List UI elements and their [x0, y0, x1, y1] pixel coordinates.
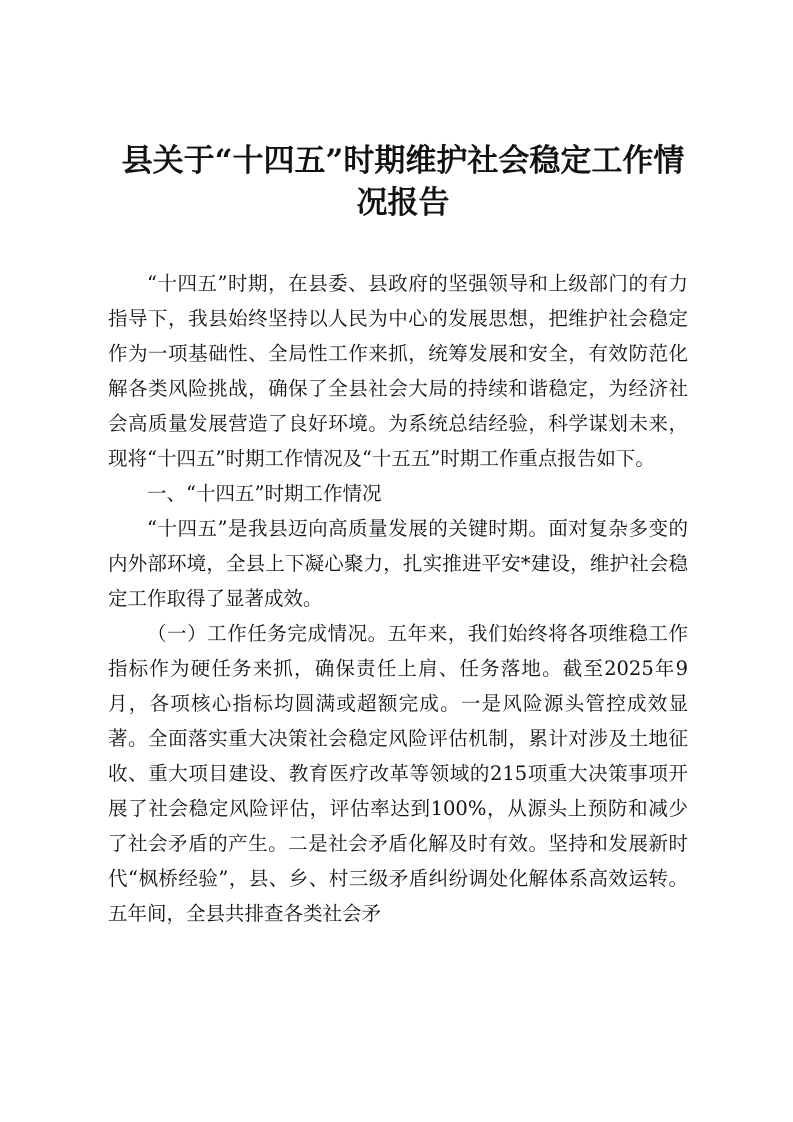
document-title: 县关于“十四五”时期维护社会稳定工作情况报告: [121, 143, 685, 221]
paragraph-task-completion: （一）工作任务完成情况。五年来，我们始终将各项维稳工作指标作为硬任务来抓，确保责任上肩、任务落地。截至2025年9月，各项核心指标均圆满或超额完成。一是风险源头管控成效显著。全面落实重大决策社会稳定风险评估机制，累计对涉及土地征收、重大项目建设、教育医疗改革等领域的215项重大决策事项开展了社会稳定风险评估，评估率达到100%，从源头上预防和减少了社会矛盾的产生。二是社会矛盾化解及时有效。坚持和发展新时代“枫桥经验”，县、乡、村三级矛盾纠纷调处化解体系高效运转。五年间，全县共排查各类社会矛: [108, 622, 688, 925]
paragraph-overview: “十四五”是我县迈向高质量发展的关键时期。面对复杂多变的内外部环境，全县上下凝心聚力，扎实推进平安*建设，维护社会稳定工作取得了显著成效。: [108, 517, 688, 610]
document-body: [108, 266, 688, 931]
paragraph-intro: “十四五”时期，在县委、县政府的坚强领导和上级部门的有力指导下，我县始终坚持以人民为中心的发展思想，把维护社会稳定作为一项基础性、全局性工作来抓，统筹发展和安全，有效防范化解各类风险挑战，确保了全县社会大局的持续和谐稳定，为经济社会高质量发展营造了良好环境。为系统总结经验，科学谋划未来，现将“十四五”时期工作情况及“十五五”时期工作重点报告如下。: [108, 272, 688, 470]
section-heading: 一、“十四五”时期工作情况: [147, 482, 382, 505]
